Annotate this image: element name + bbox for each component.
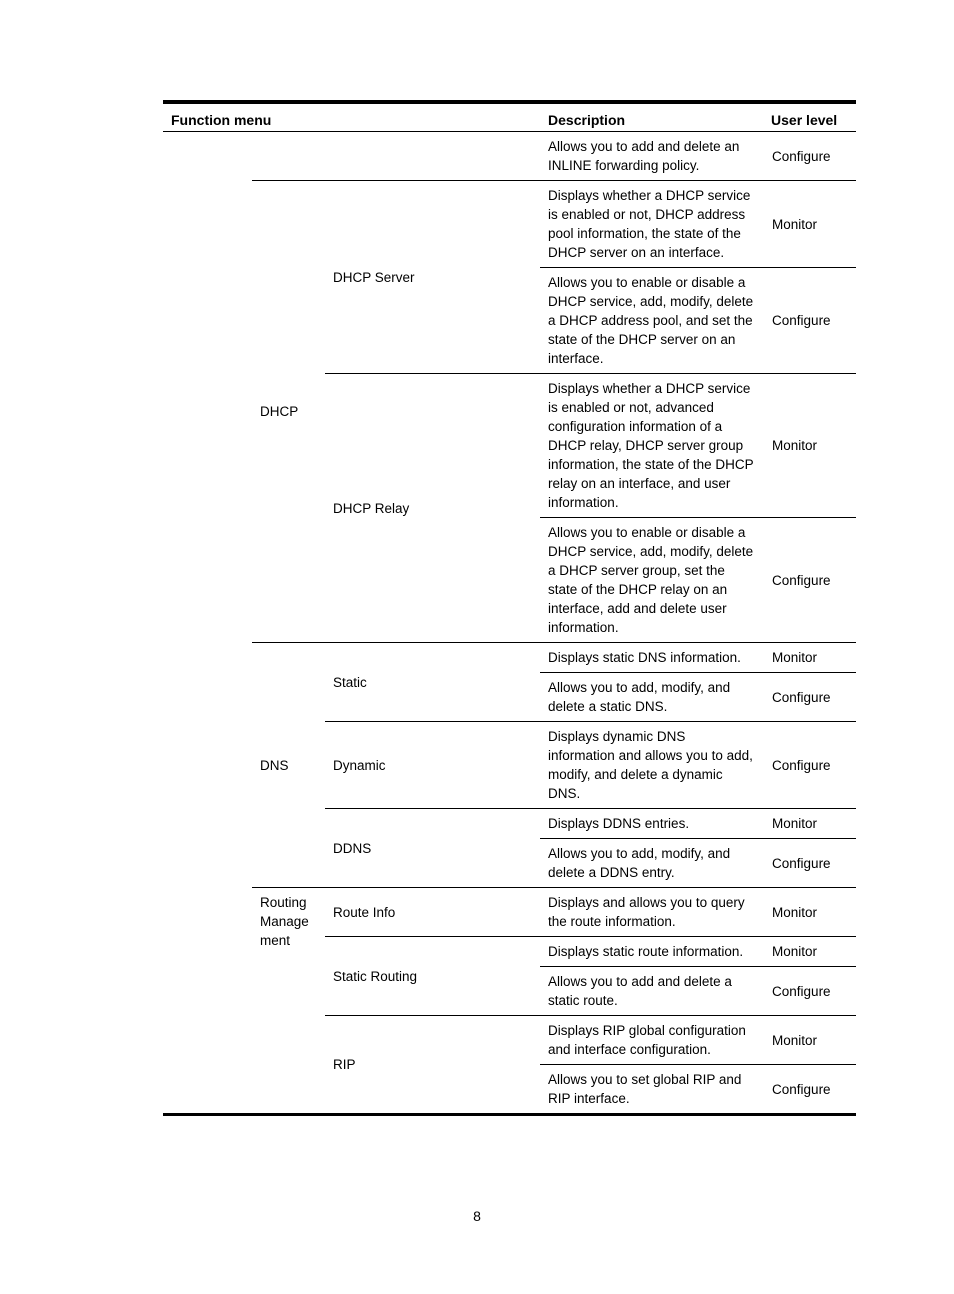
header-description: Description (540, 102, 763, 132)
row-description: Displays dynamic DNS information and allows you to add, modify, and delete a dynamic DNS. (540, 722, 763, 809)
row-user-level: Configure (763, 268, 856, 374)
submenu-dynamic: Dynamic (325, 722, 540, 809)
row-description: Displays and allows you to query the route information. (540, 888, 763, 937)
row-description: Allows you to enable or disable a DHCP service, add, modify, delete a DHCP address pool, and set the state of the DHCP server on an interface. (540, 268, 763, 374)
row-user-level: Monitor (763, 937, 856, 967)
row-description: Displays static route information. (540, 937, 763, 967)
row-user-level: Configure (763, 967, 856, 1016)
submenu-ddns: DDNS (325, 809, 540, 888)
row-user-level: Monitor (763, 809, 856, 839)
header-user-level: User level (763, 102, 856, 132)
row-description: Displays RIP global configuration and interface configuration. (540, 1016, 763, 1065)
table-row (163, 643, 856, 673)
row-user-level: Monitor (763, 181, 856, 268)
header-function-menu: Function menu (163, 102, 540, 132)
function-menu-cell (163, 132, 252, 1115)
table-header-row (163, 102, 856, 132)
row-description: Allows you to add and delete an INLINE forwarding policy. (548, 139, 740, 173)
submenu-static: Static (325, 643, 540, 722)
menu-group-dhcp: DHCP (252, 181, 325, 643)
row-description: Displays whether a DHCP service is enabled or not, advanced configuration information of a DHCP relay, DHCP server group information, the state of the DHCP relay on an interface, and user information. (540, 374, 763, 518)
page-number: 8 (473, 1208, 481, 1224)
table-row (163, 888, 856, 937)
row-description: Displays DDNS entries. (540, 809, 763, 839)
row-user-level: Configure (763, 839, 856, 888)
row-user-level: Configure (763, 518, 856, 643)
row-description: Allows you to enable or disable a DHCP service, add, modify, delete a DHCP server group, set the state of the DHCP relay on an interface, add and delete user information. (540, 518, 763, 643)
menu-group-dns: DNS (252, 643, 325, 888)
table-row (163, 132, 856, 181)
row-user-level: Monitor (763, 374, 856, 518)
row-description: Allows you to add and delete a static route. (540, 967, 763, 1016)
row-description: Displays whether a DHCP service is enabled or not, DHCP address pool information, the state of the DHCP server on an interface. (540, 181, 763, 268)
submenu-route-info: Route Info (325, 888, 540, 937)
row-description: Allows you to add, modify, and delete a DDNS entry. (540, 839, 763, 888)
menu-group-routing: Routing Manage ment (252, 888, 325, 1115)
table-row (163, 181, 856, 268)
row-user-level: Configure (772, 148, 831, 164)
row-user-level: Monitor (763, 1016, 856, 1065)
submenu-rip: RIP (325, 1016, 540, 1115)
submenu-static-routing: Static Routing (325, 937, 540, 1016)
row-user-level: Configure (763, 1065, 856, 1115)
row-description: Displays static DNS information. (540, 643, 763, 673)
row-user-level: Configure (763, 722, 856, 809)
submenu-dhcp-server: DHCP Server (325, 181, 540, 374)
continued-menu-cell (252, 132, 540, 181)
row-user-level: Configure (763, 673, 856, 722)
row-description: Allows you to set global RIP and RIP interface. (540, 1065, 763, 1115)
row-user-level: Monitor (763, 888, 856, 937)
row-description: Allows you to add, modify, and delete a static DNS. (540, 673, 763, 722)
row-user-level: Monitor (763, 643, 856, 673)
submenu-dhcp-relay: DHCP Relay (325, 374, 540, 643)
function-menu-table (163, 100, 856, 1116)
